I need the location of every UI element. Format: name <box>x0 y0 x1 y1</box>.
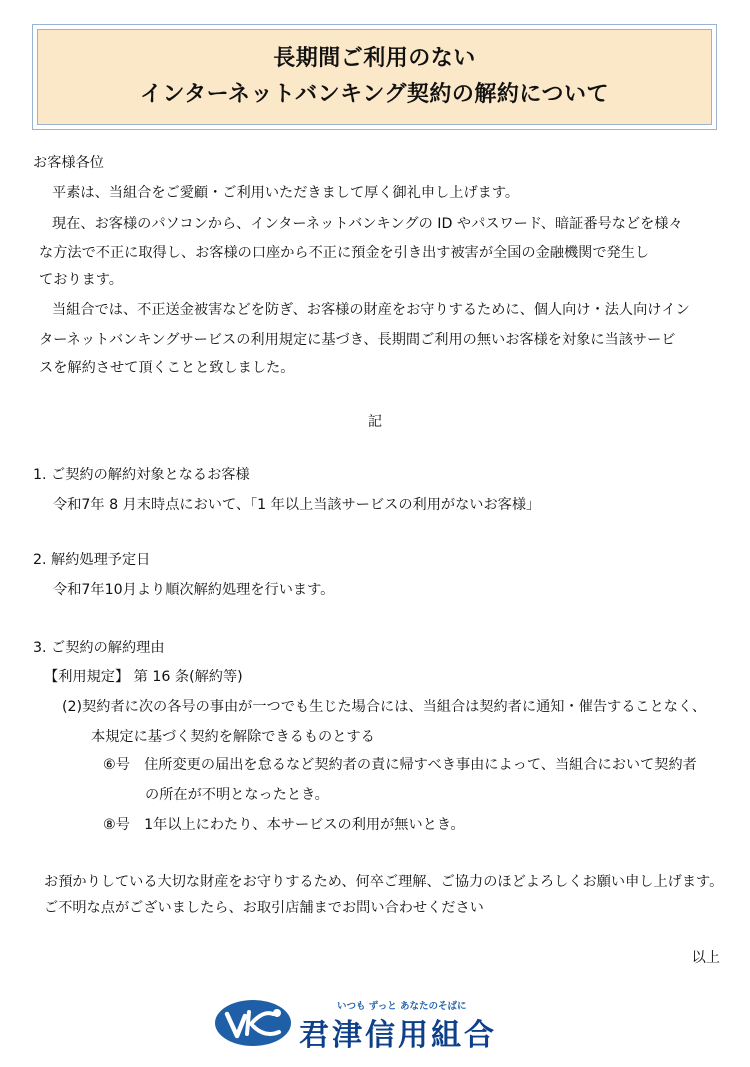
section-2-heading: 2. 解約処理予定日 <box>33 552 151 568</box>
closing-line-2: ご不明な点がございましたら、お取引店舗までお問い合わせください <box>44 900 484 916</box>
ki-marker: 記 <box>367 414 383 430</box>
section-3-item-8: ⑧号 1年以上にわたり、本サービスの利用が無いとき。 <box>103 817 465 833</box>
section-3-clause-cont: 本規定に基づく契約を解除できるものとする <box>91 729 375 745</box>
salutation: お客様各位 <box>33 155 104 171</box>
title-box-inner <box>37 29 712 125</box>
paragraph-line: スを解約させて頂くことと致しました。 <box>39 360 295 376</box>
title-line-2: インターネットバンキング契約の解約について <box>140 82 609 107</box>
section-1-body: 令和7年 8 月末時点において、「1 年以上当該サービスの利用がないお客様」 <box>53 497 541 513</box>
kimitsu-credit-union-logo-mark <box>213 998 293 1048</box>
paragraph-line: な方法で不正に取得し、お客様の口座から不正に預金を引き出す被害が全国の金融機関で発生し <box>39 245 650 261</box>
title-line-1: 長期間ご利用のない <box>273 46 476 71</box>
logo-name: 君津信用組合 <box>299 1018 497 1053</box>
kimitsu-logo <box>213 998 533 1053</box>
paragraph-line: ております。 <box>39 272 123 288</box>
paragraph-line: 平素は、当組合をご愛顧・ご利用いただきまして厚く御礼申し上げます。 <box>52 185 520 201</box>
section-3-heading: 3. ご契約の解約理由 <box>33 640 165 656</box>
closing-line-1: お預かりしている大切な財産をお守りするため、何卒ご理解、ご協力のほどよろしくお願い申し上げます。 <box>44 874 724 890</box>
paragraph-line: 現在、お客様のパソコンから、インターネットバンキングの ID やパスワード、暗証番号などを様々 <box>52 216 683 232</box>
section-3-item-6: ⑥号 住所変更の届出を怠るなど契約者の責に帰すべき事由によって、当組合において契約者 <box>103 757 697 773</box>
section-2-body: 令和7年10月より順次解約処理を行います。 <box>53 582 335 598</box>
section-1-heading: 1. ご契約の解約対象となるお客様 <box>33 467 250 483</box>
paragraph-line: ターネットバンキングサービスの利用規定に基づき、長期間ご利用の無いお客様を対象に当該サービ <box>39 332 676 348</box>
section-3-clause: (2)契約者に次の各号の事由が一つでも生じた場合には、当組合は契約者に通知・催告することなく、 <box>62 699 707 715</box>
paragraph-line: 当組合では、不正送金被害などを防ぎ、お客様の財産をお守りするために、個人向け・法人向けイン <box>52 302 690 318</box>
ijo-closing-mark: 以上 <box>691 950 720 966</box>
section-3-item-6-cont: の所在が不明となったとき。 <box>145 787 329 803</box>
logo-tagline: いつも ずっと あなたのそばに <box>337 1001 467 1012</box>
section-3-rule: 【利用規定】 第 16 条(解約等) <box>44 669 243 685</box>
title-box <box>32 24 717 130</box>
